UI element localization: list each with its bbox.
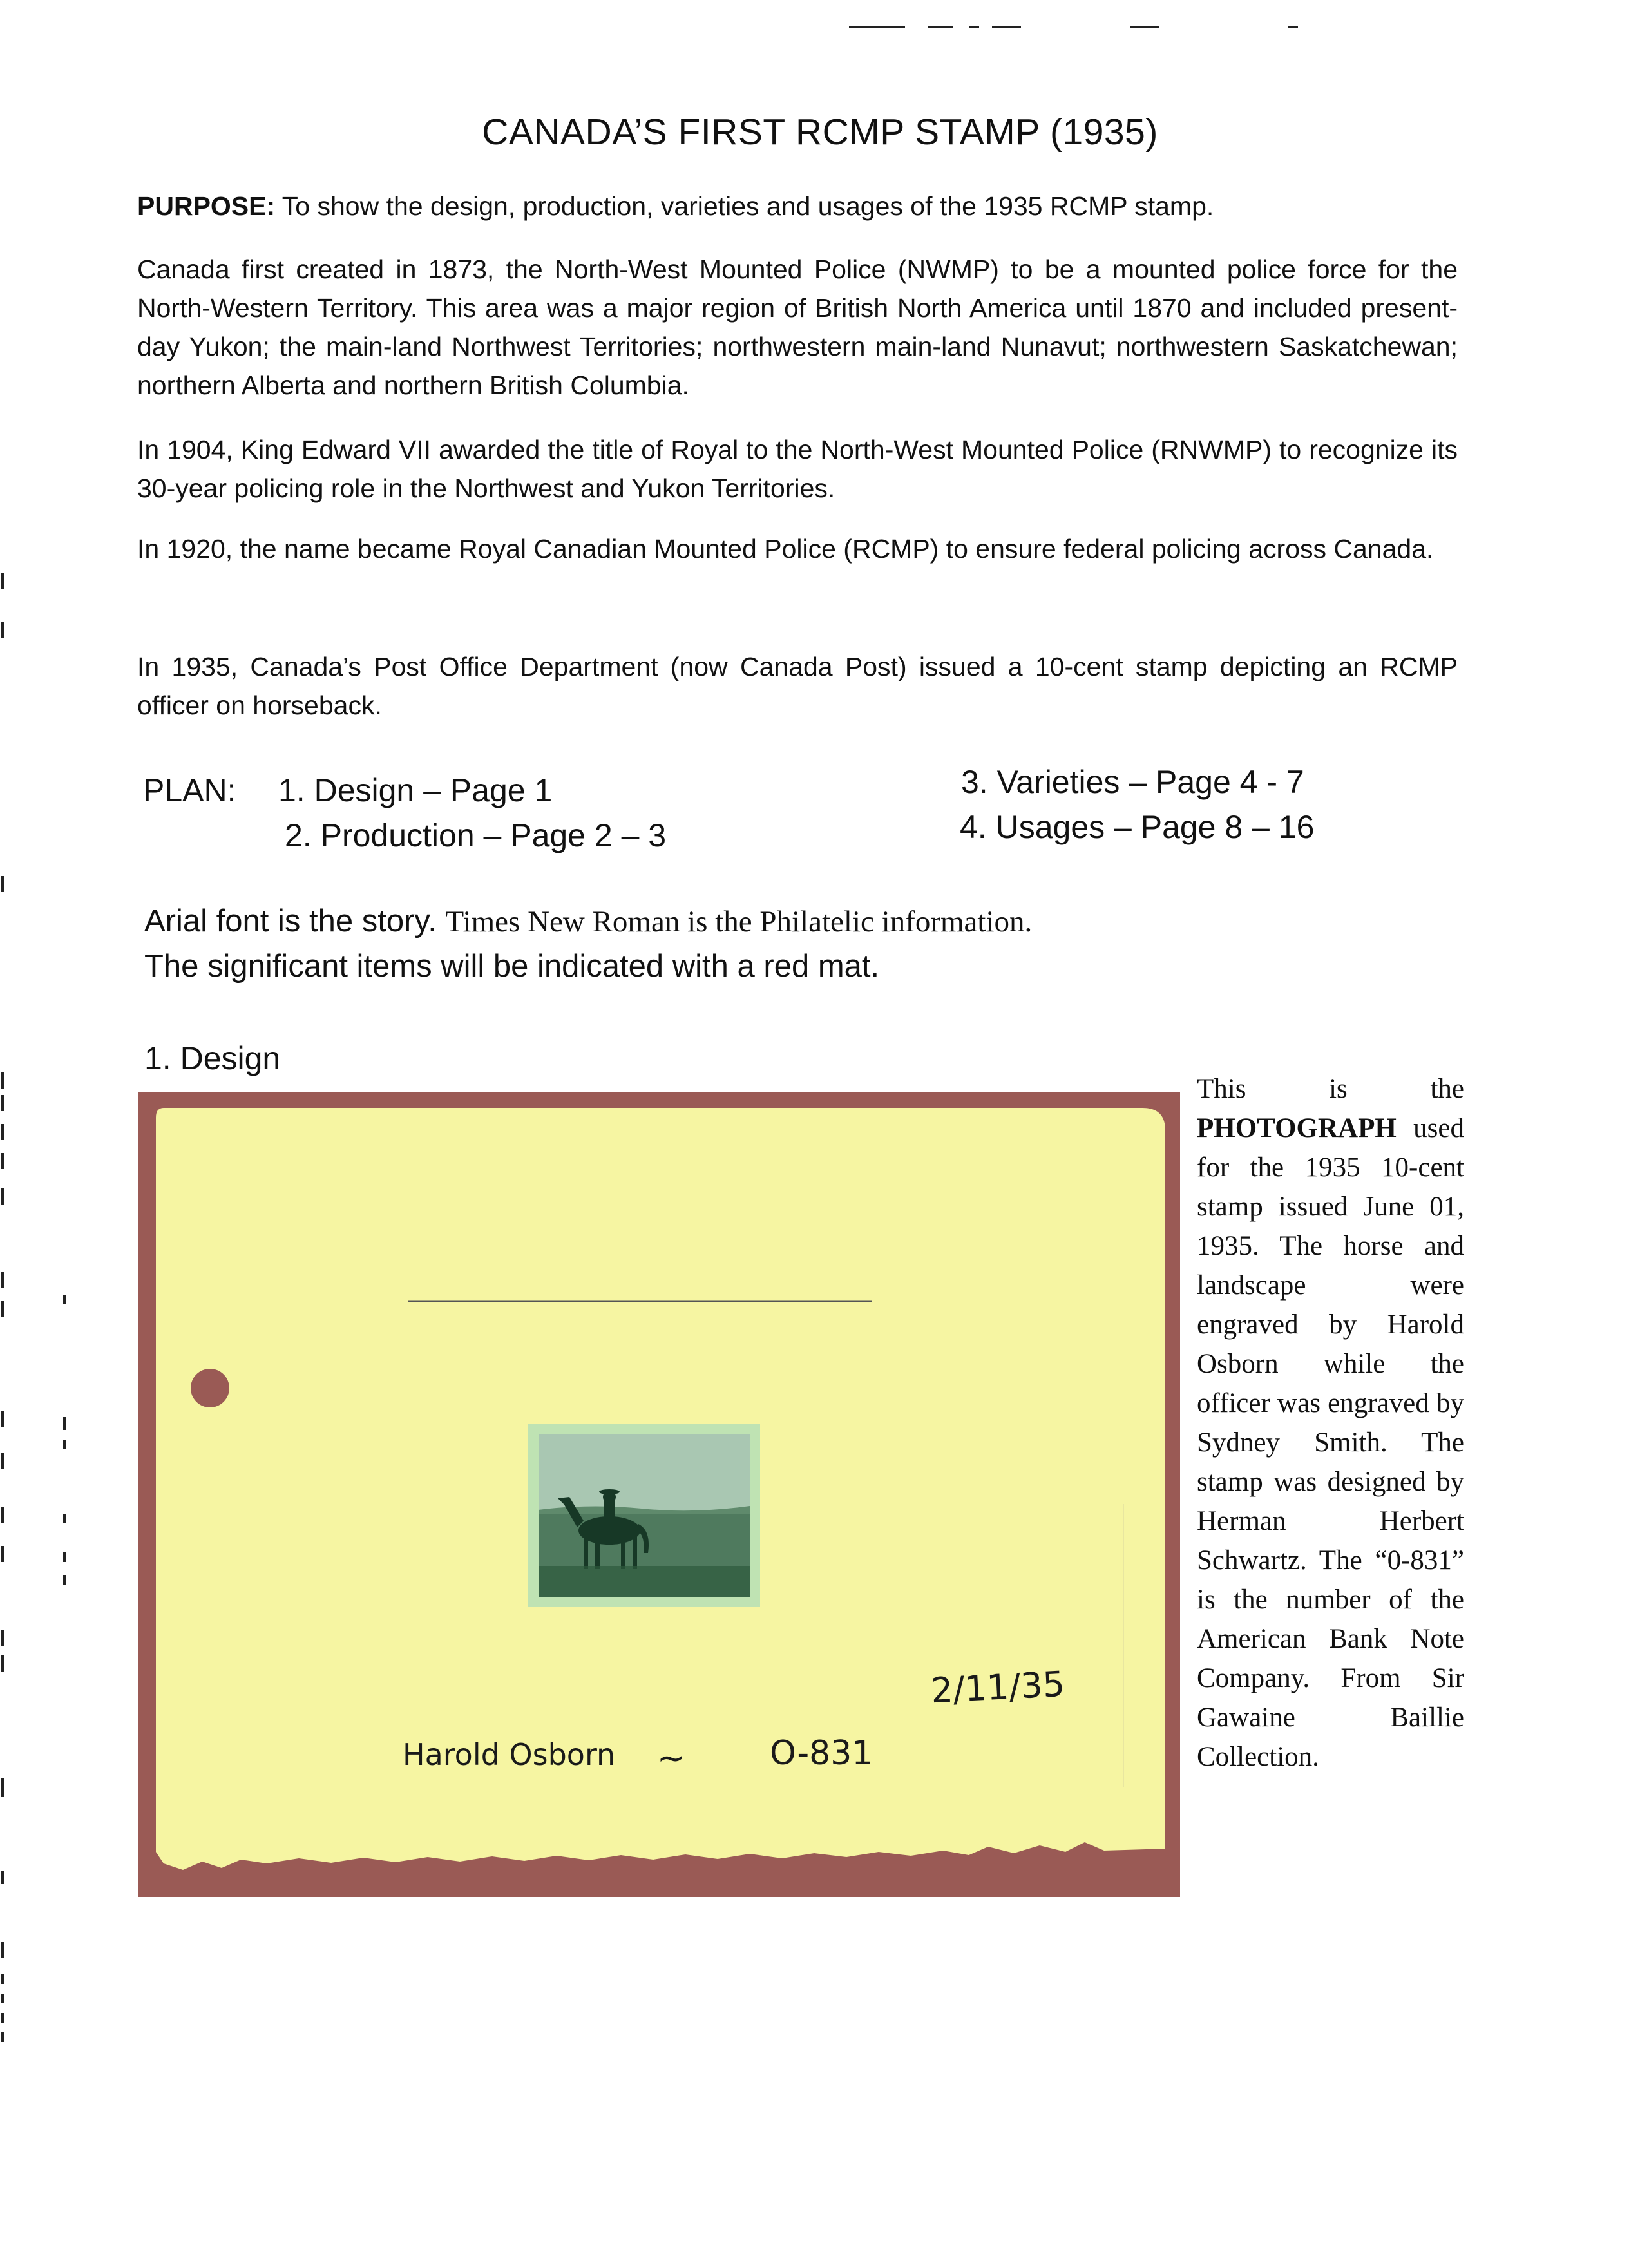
plan-item-design: 1. Design – Page 1 <box>278 772 553 808</box>
philatelic-font-note: Times New Roman is the Philatelic information. <box>445 905 1033 939</box>
handwritten-number: O-831 <box>770 1734 873 1773</box>
intro-paragraph-rnwmp: In 1904, King Edward VII awarded the title of Royal to the North-West Mounted Police (RNWMP) to recognize its 30-year policing role in the Northwest and Yukon Territories. <box>137 435 1458 503</box>
red-mat-note: The significant items will be indicated with a red mat. <box>144 949 880 984</box>
purpose-label: PURPOSE: <box>137 191 276 221</box>
plan-label: PLAN: <box>143 772 236 808</box>
section-heading-design: 1. Design <box>144 1040 281 1076</box>
caption-text: used for the 1935 10-cent stamp issued June 01, 1935. The horse and landscape were engraved by Harold Osborn while the officer was engraved by Sydney Smith. The stamp was designed by Herman Herbert Schwartz. The “0-831” is the number of the American Bank Note Company. From Sir Gawaine Baillie Collection. <box>1197 1113 1464 1772</box>
plan-item-varieties: 3. Varieties – Page 4 - 7 <box>961 764 1304 800</box>
handwritten-signature: Harold Osborn <box>403 1737 616 1772</box>
purpose-text: To show the design, production, varieties and usages of the 1935 RCMP stamp. <box>275 191 1214 221</box>
story-font-note: Arial font is the story. <box>144 904 446 939</box>
font-legend-note <box>144 903 1032 939</box>
photograph-caption <box>1197 1069 1464 1777</box>
caption-photograph-label: PHOTOGRAPH <box>1197 1113 1397 1143</box>
mounted-officer-image <box>539 1434 750 1597</box>
intro-paragraph-rcmp: In 1920, the name became Royal Canadian Mounted Police (RCMP) to ensure federal policing across Canada. <box>137 534 1434 564</box>
rcmp-photograph <box>528 1424 760 1607</box>
plan-item-production: 2. Production – Page 2 – 3 <box>285 817 667 853</box>
plan-item-usages: 4. Usages – Page 8 – 16 <box>960 809 1315 845</box>
caption-lead: This is the <box>1197 1074 1464 1104</box>
handwritten-date: 2/11/35 <box>930 1663 1066 1711</box>
handwritten-dash: ~ <box>657 1739 685 1778</box>
intro-paragraph-stamp: In 1935, Canada’s Post Office Department (now Canada Post) issued a 10-cent stamp depicting an RCMP officer on horseback. <box>137 652 1458 720</box>
purpose-statement <box>137 187 1458 225</box>
page-title: CANADA’S FIRST RCMP STAMP (1935) <box>482 111 1158 153</box>
intro-paragraph-nwmp: Canada first created in 1873, the North-West Mounted Police (NWMP) to be a mounted police force for the North-Western Territory. This area was a major region of British North America until 1870 and included present-day Yukon; the main-land Northwest Territories; northwestern main-land Nunavut; northwestern Saskatchewan; northern Alberta and northern British Columbia. <box>137 254 1458 400</box>
